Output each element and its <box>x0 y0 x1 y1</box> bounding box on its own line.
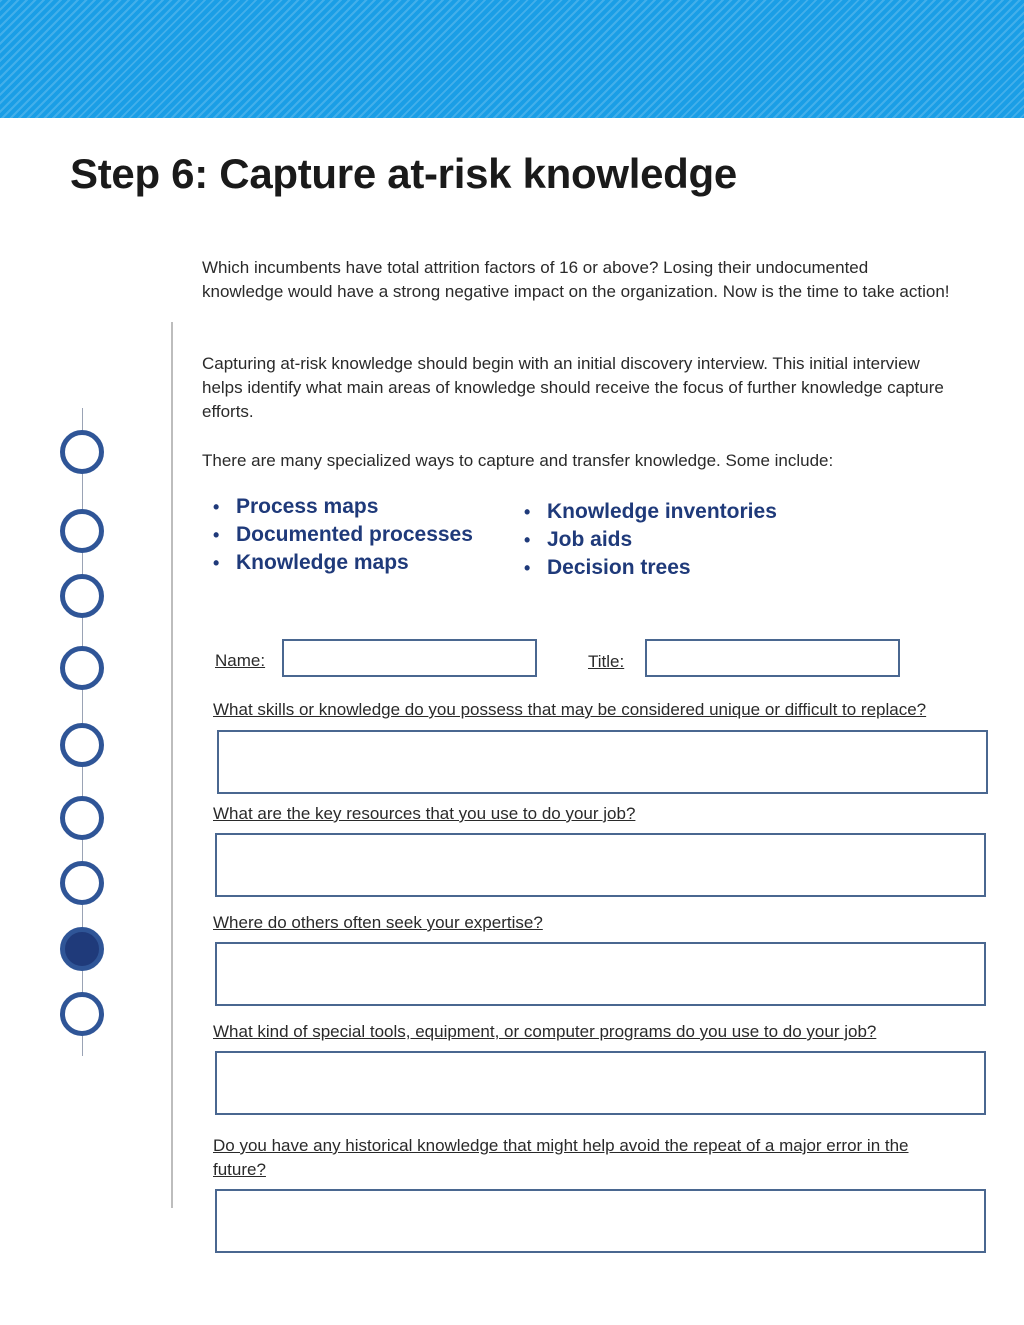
answer-field-historical-knowledge[interactable] <box>215 1189 986 1253</box>
answer-field-tools[interactable] <box>215 1051 986 1115</box>
content-divider-line <box>171 322 173 1208</box>
methods-list-right <box>524 498 777 582</box>
list-item: • Knowledge inventories <box>524 498 777 526</box>
list-item: • Process maps <box>213 493 473 521</box>
question-key-resources: What are the key resources that you use to do your job? <box>213 804 636 823</box>
name-field[interactable] <box>282 639 537 677</box>
answer-field-unique-skills[interactable] <box>217 730 988 794</box>
timeline-step-9 <box>60 992 104 1036</box>
timeline-step-3 <box>60 574 104 618</box>
intro-paragraph-methods: There are many specialized ways to capture and transfer knowledge. Some include: <box>202 451 834 470</box>
question-tools: What kind of special tools, equipment, or computer programs do you use to do your job? <box>213 1022 877 1041</box>
intro-paragraph-attrition: Which incumbents have total attrition factors of 16 or above? Losing their undocumented knowledge would have a strong negative impact on the organization. Now is the time to take action! <box>202 258 950 301</box>
answer-field-expertise[interactable] <box>215 942 986 1006</box>
timeline-step-7 <box>60 861 104 905</box>
timeline-step-1 <box>60 430 104 474</box>
list-item: • Knowledge maps <box>213 549 473 577</box>
name-label: Name: <box>215 651 266 670</box>
list-item: • Documented processes <box>213 521 473 549</box>
question-expertise: Where do others often seek your expertise? <box>213 913 543 932</box>
list-item: • Decision trees <box>524 554 777 582</box>
page-title: Step 6: Capture at-risk knowledge <box>70 150 737 197</box>
question-historical-knowledge: Do you have any historical knowledge that might help avoid the repeat of a major error in the future? <box>213 1136 909 1179</box>
timeline-step-5 <box>60 723 104 767</box>
list-item: • Job aids <box>524 526 777 554</box>
timeline-step-2 <box>60 509 104 553</box>
title-label: Title: <box>588 652 625 671</box>
intro-paragraph-discovery: Capturing at-risk knowledge should begin with an initial discovery interview. This initial interview helps identify what main areas of knowledge should receive the focus of further knowledge capture efforts. <box>202 354 944 421</box>
answer-field-key-resources[interactable] <box>215 833 986 897</box>
timeline-step-6 <box>60 796 104 840</box>
timeline-step-8-current <box>60 927 104 971</box>
header-banner <box>0 0 1024 118</box>
title-field[interactable] <box>645 639 900 677</box>
timeline-step-4 <box>60 646 104 690</box>
methods-list-left <box>213 493 473 577</box>
question-unique-skills: What skills or knowledge do you possess that may be considered unique or difficult to replace? <box>213 700 927 719</box>
